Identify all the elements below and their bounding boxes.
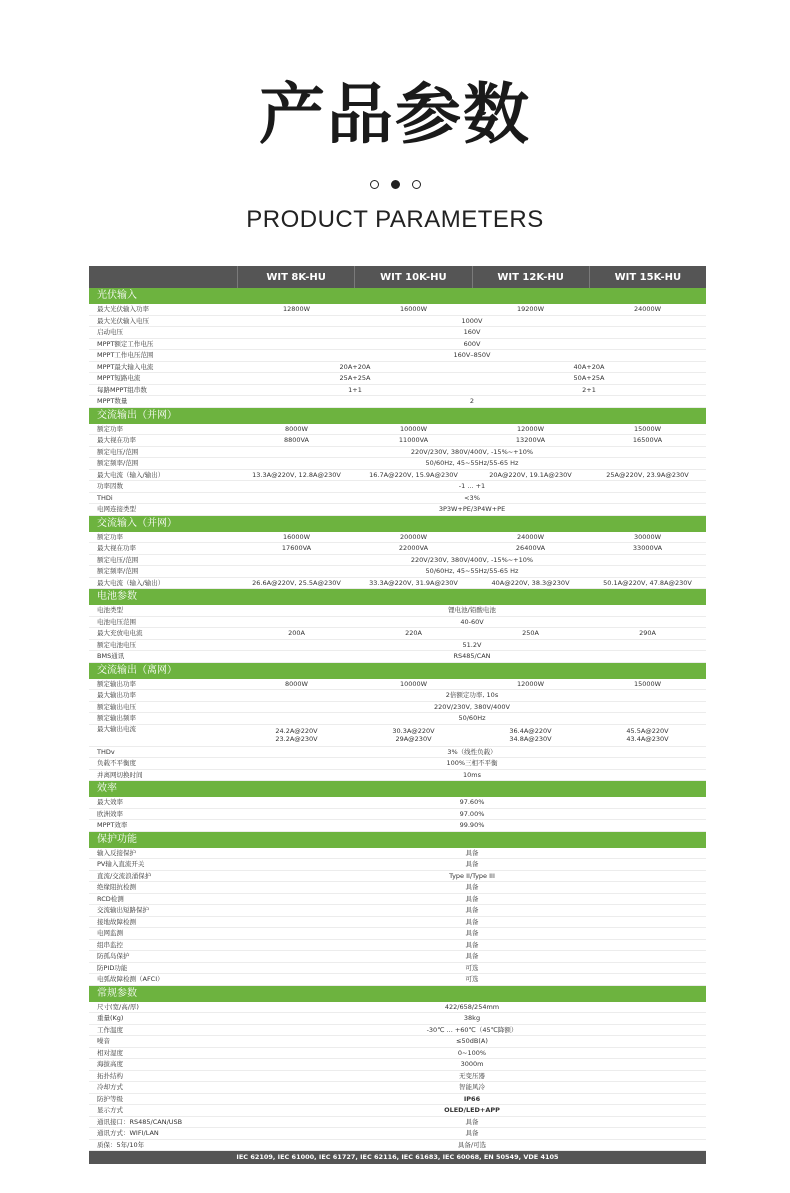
spec-row [89, 871, 706, 883]
spec-row [89, 747, 706, 759]
spec-value: 具备 [465, 906, 479, 914]
spec-row [89, 1002, 706, 1014]
spec-row [89, 713, 706, 725]
spec-value: 33000VA [632, 544, 663, 552]
spec-label: MPPT额定工作电压 [97, 339, 154, 348]
spec-value: 具备 [465, 860, 479, 868]
spec-label: 拓扑结构 [97, 1071, 123, 1080]
spec-value: 具备 [465, 940, 479, 949]
spec-value: 可选 [465, 963, 479, 972]
spec-label: 最大视在功率 [97, 544, 136, 552]
spec-value: 50/60Hz [458, 714, 486, 722]
spec-value: 50/60Hz, 45~55Hz/55-65 Hz [425, 567, 519, 575]
spec-row [89, 385, 706, 397]
spec-label: 防PID功能 [97, 963, 128, 972]
spec-label: 电弧故障检测（AFCI） [97, 975, 164, 983]
spec-value: 40A@220V, 38.3@230V [491, 578, 570, 587]
spec-row [89, 1128, 706, 1140]
spec-value-line: 29A@230V [395, 735, 432, 743]
spec-label: 功率因数 [97, 482, 123, 490]
spec-row [89, 651, 706, 663]
spec-row [89, 859, 706, 871]
spec-row [89, 820, 706, 832]
spec-row [89, 339, 706, 351]
section-header: 光伏输入 [89, 288, 706, 304]
spec-label: RCD检测 [97, 894, 124, 903]
spec-row [89, 578, 706, 590]
section-header: 常规参数 [89, 986, 706, 1002]
spec-label: 额定频率/范围 [97, 459, 139, 467]
spec-value: 26400VA [515, 544, 546, 552]
spec-value: 具备 [465, 1117, 479, 1126]
spec-row [89, 894, 706, 906]
spec-row [89, 690, 706, 702]
spec-value: ≤50dB(A) [456, 1037, 488, 1045]
spec-value: 600V [463, 339, 481, 348]
spec-label: MPPT效率 [97, 821, 128, 829]
spec-row [89, 809, 706, 821]
spec-row [89, 758, 706, 770]
spec-row [89, 882, 706, 894]
spec-value: 220V/230V, 380V/400V, -15%~+10% [410, 555, 534, 564]
spec-label: 额定功率 [97, 532, 123, 541]
spec-value: 3000m [460, 1060, 484, 1068]
spec-value: 19200W [516, 305, 545, 313]
spec-row [89, 1013, 706, 1025]
dot-active-icon [391, 180, 400, 189]
spec-row [89, 1117, 706, 1129]
spec-label: 冷却方式 [97, 1083, 123, 1091]
spec-label: 额定电压/范围 [97, 555, 139, 564]
spec-value: 10ms [463, 770, 481, 779]
section-header: 电池参数 [89, 589, 706, 605]
spec-label: 电网连接类型 [97, 505, 136, 513]
spec-value: 具备 [465, 894, 479, 903]
spec-value: 15000W [633, 424, 662, 433]
spec-row [89, 848, 706, 860]
spec-label: 接地故障检测 [97, 917, 136, 926]
spec-row [89, 481, 706, 493]
spec-row [89, 504, 706, 516]
dot-icon [412, 180, 421, 189]
spec-label: 额定功率 [97, 424, 123, 433]
spec-label: 额定频率/范围 [97, 567, 139, 575]
spec-value-line: 36.4A@220V [509, 727, 552, 735]
spec-label: 噪音 [97, 1037, 110, 1045]
spec-label: 额定输出电压 [97, 702, 136, 711]
spec-label: 交流输出短路保护 [97, 906, 149, 914]
spec-value: 16000W [282, 532, 311, 541]
spec-value: 97.00% [459, 809, 485, 818]
spec-value: 97.60% [459, 798, 485, 806]
spec-value [472, 725, 589, 746]
spec-row [89, 543, 706, 555]
spec-label: MPPT最大输入电流 [97, 362, 154, 371]
spec-value: 12000W [516, 424, 545, 433]
section-header: 交流输出（离网） [89, 663, 706, 679]
spec-label: 额定输出功率 [97, 679, 136, 688]
spec-value: 100%三相不平衡 [446, 759, 498, 767]
spec-value: 15000W [633, 679, 662, 688]
spec-value: 40-60V [460, 617, 484, 626]
spec-value [355, 725, 472, 746]
spec-row [89, 435, 706, 447]
spec-value: 26.6A@220V, 25.5A@230V [252, 578, 341, 587]
spec-label: 最大效率 [97, 798, 123, 806]
spec-value: 22000VA [398, 544, 429, 552]
spec-value: -1 ... +1 [458, 482, 486, 490]
spec-row [89, 679, 706, 691]
spec-label: PV输入直流开关 [97, 860, 145, 868]
spec-label: 额定输出频率 [97, 714, 136, 722]
spec-row [89, 1094, 706, 1106]
spec-value: 16500VA [632, 436, 663, 444]
spec-label: MPPT数量 [97, 397, 128, 405]
spec-value: 具备 [465, 1129, 479, 1137]
dot-icon [370, 180, 379, 189]
spec-row [89, 566, 706, 578]
spec-label: 直流/交流浪涌保护 [97, 871, 152, 880]
spec-value: 422/658/254mm [444, 1002, 500, 1011]
spec-value: 1+1 [348, 385, 362, 394]
spec-label: 最大光伏输入电压 [97, 316, 149, 325]
spec-value: RS485/CAN [453, 652, 491, 660]
pagination-dots [0, 174, 790, 190]
spec-label: 电网监测 [97, 929, 123, 937]
spec-row [89, 1105, 706, 1117]
spec-row [89, 327, 706, 339]
spec-value: 16000W [399, 305, 428, 313]
spec-value-line: 45.5A@220V [626, 727, 669, 735]
spec-row [89, 725, 706, 747]
spec-row [89, 770, 706, 782]
spec-label: 防孤岛保护 [97, 952, 130, 960]
spec-label: 工作温度 [97, 1025, 123, 1034]
spec-sections [89, 288, 706, 1151]
spec-value: 17600VA [281, 544, 312, 552]
spec-row [89, 928, 706, 940]
spec-value: Type II/Type III [449, 871, 495, 880]
spec-value: 锂电池/铅酸电池 [448, 606, 496, 614]
spec-value: 24000W [516, 532, 545, 541]
header-blank [89, 266, 237, 288]
spec-row [89, 905, 706, 917]
spec-value: 50.1A@220V, 47.8A@230V [603, 578, 692, 587]
model-header-row [89, 266, 706, 288]
spec-row [89, 362, 706, 374]
spec-value: 具备 [465, 848, 479, 857]
spec-label: THDv [97, 747, 115, 756]
spec-row [89, 951, 706, 963]
spec-value: 160V–850V [453, 351, 491, 359]
spec-value: 38kg [463, 1014, 481, 1022]
spec-row [89, 963, 706, 975]
spec-row [89, 1048, 706, 1060]
spec-row [89, 424, 706, 436]
spec-value: 1000V [461, 316, 483, 325]
spec-row [89, 396, 706, 408]
model-name: WIT 12K-HU [472, 266, 589, 288]
spec-label: 每路MPPT组串数 [97, 385, 147, 394]
spec-value: 220A [405, 629, 422, 637]
spec-value: 20000W [399, 532, 428, 541]
spec-label: 组串监控 [97, 940, 123, 949]
spec-label: 电池类型 [97, 606, 123, 614]
spec-label: 通讯接口：RS485/CAN/USB [97, 1117, 183, 1126]
spec-value: 250A [522, 629, 539, 637]
spec-value: 2 [469, 397, 475, 405]
spec-label: 显示方式 [97, 1106, 123, 1114]
spec-value: 13.3A@220V, 12.8A@230V [252, 470, 341, 479]
spec-value: 40A+20A [573, 362, 605, 371]
spec-value: 20A+20A [339, 362, 371, 371]
spec-row [89, 316, 706, 328]
spec-row [89, 1082, 706, 1094]
spec-row [89, 493, 706, 505]
model-name: WIT 10K-HU [354, 266, 471, 288]
page-subtitle: PRODUCT PARAMETERS [246, 206, 544, 233]
spec-row [89, 470, 706, 482]
spec-value: 可选 [465, 975, 479, 983]
spec-label: 最大视在功率 [97, 436, 136, 444]
spec-label: 质保：5年/10年 [97, 1140, 145, 1149]
spec-label: 最大充放电电流 [97, 629, 143, 637]
spec-row [89, 1025, 706, 1037]
spec-value: 33.3A@220V, 31.9A@230V [369, 578, 458, 587]
spec-value: 8800VA [283, 436, 310, 444]
spec-row [89, 532, 706, 544]
spec-value: 10000W [399, 424, 428, 433]
spec-value: 8000W [285, 424, 308, 433]
spec-value: 51.2V [462, 640, 482, 649]
spec-value: 11000VA [398, 436, 429, 444]
spec-label: MPPT工作电压范围 [97, 351, 154, 359]
spec-value: 12000W [516, 679, 545, 688]
spec-value: 10000W [399, 679, 428, 688]
spec-label: 电池电压范围 [97, 617, 136, 626]
spec-value: 25A+25A [339, 374, 371, 382]
spec-value-line: 43.4A@230V [626, 735, 669, 743]
spec-value: <3% [464, 493, 480, 502]
spec-label: 最大电流（输入/输出） [97, 578, 165, 587]
section-header: 交流输出（并网） [89, 408, 706, 424]
spec-value-line: 34.8A@230V [509, 735, 552, 743]
spec-value: IP66 [463, 1094, 481, 1103]
spec-label: 负载不平衡度 [97, 759, 136, 767]
spec-row [89, 1059, 706, 1071]
section-header: 交流输入（并网） [89, 516, 706, 532]
spec-label: 启动电压 [97, 328, 123, 336]
spec-label: 绝缘阻抗检测 [97, 883, 136, 891]
spec-label: 并离网切换时间 [97, 770, 143, 779]
spec-row [89, 628, 706, 640]
spec-row [89, 702, 706, 714]
spec-label: 额定电压/范围 [97, 447, 139, 456]
spec-value: 2倍额定功率, 10s [445, 691, 499, 699]
spec-value: 12800W [282, 305, 311, 313]
spec-label: 最大电流（输入/输出） [97, 470, 165, 479]
spec-row [89, 640, 706, 652]
spec-value: 3P3W+PE/3P4W+PE [438, 505, 506, 513]
spec-value: 具备 [465, 952, 479, 960]
page-title: 产品参数 [259, 76, 531, 153]
spec-row [89, 1140, 706, 1152]
spec-value: 8000W [285, 679, 308, 688]
spec-label: 额定电池电压 [97, 640, 136, 649]
spec-row [89, 974, 706, 986]
model-name: WIT 8K-HU [237, 266, 354, 288]
spec-row [89, 797, 706, 809]
spec-value: 220V/230V, 380V/400V [434, 702, 510, 711]
spec-value [238, 725, 355, 746]
section-header: 保护功能 [89, 832, 706, 848]
spec-row [89, 917, 706, 929]
spec-value: 50/60Hz, 45~55Hz/55-65 Hz [425, 459, 519, 467]
spec-label: THDi [97, 493, 113, 502]
spec-value: 0~100% [457, 1048, 487, 1057]
spec-row [89, 1071, 706, 1083]
spec-row [89, 605, 706, 617]
spec-label: 相对湿度 [97, 1048, 123, 1057]
spec-value: 具备 [465, 929, 479, 937]
spec-label: 防护等级 [97, 1094, 123, 1103]
spec-value: 具备 [465, 883, 479, 891]
spec-row [89, 304, 706, 316]
spec-label: 最大输出功率 [97, 691, 136, 699]
spec-label: 重量(Kg) [97, 1014, 124, 1022]
spec-value: 智能风冷 [459, 1083, 485, 1091]
spec-value [589, 725, 706, 746]
spec-value: 3%（线性负载） [447, 747, 497, 756]
spec-row [89, 555, 706, 567]
spec-value-line: 30.3A@220V [392, 727, 435, 735]
spec-value-line: 24.2A@220V [275, 727, 318, 735]
certification-footer: IEC 62109, IEC 61000, IEC 61727, IEC 62116, IEC 61683, IEC 60068, EN 50549, VDE 4105 [89, 1151, 706, 1164]
spec-value: 具备/可选 [457, 1140, 487, 1149]
spec-value: -30℃ ... +60℃（45℃降额） [426, 1025, 518, 1034]
spec-label: 欧洲效率 [97, 809, 123, 818]
spec-table [89, 266, 706, 1164]
spec-value-line: 23.2A@230V [275, 735, 318, 743]
section-header: 效率 [89, 781, 706, 797]
spec-value: 30000W [633, 532, 662, 541]
spec-value: 24000W [633, 305, 662, 313]
spec-value: 2+1 [582, 385, 596, 394]
spec-label: 输入反接保护 [97, 848, 136, 857]
spec-value: 50A+25A [573, 374, 605, 382]
spec-value: 无变压器 [459, 1071, 485, 1080]
spec-label: 最大光伏输入功率 [97, 305, 149, 313]
spec-row [89, 617, 706, 629]
model-name: WIT 15K-HU [589, 266, 706, 288]
spec-label: 通讯方式：WIFI/LAN [97, 1129, 159, 1137]
spec-value: 13200VA [515, 436, 546, 444]
spec-value: 20A@220V, 19.1A@230V [489, 470, 572, 479]
spec-row [89, 350, 706, 362]
spec-value: 290A [639, 629, 656, 637]
spec-value: 99.90% [459, 821, 485, 829]
spec-label: 海拔高度 [97, 1060, 123, 1068]
spec-label: 最大输出电流 [97, 724, 136, 733]
spec-value: 具备 [465, 917, 479, 926]
spec-value: 220V/230V, 380V/400V, -15%~+10% [410, 447, 534, 456]
spec-label: MPPT短路电流 [97, 374, 141, 382]
spec-value: 25A@220V, 23.9A@230V [606, 470, 689, 479]
spec-label: BMS通讯 [97, 652, 125, 660]
spec-value: 200A [288, 629, 305, 637]
spec-row [89, 1036, 706, 1048]
spec-value: 160V [463, 328, 481, 336]
spec-row [89, 458, 706, 470]
spec-value: 16.7A@220V, 15.9A@230V [369, 470, 458, 479]
spec-row [89, 373, 706, 385]
spec-label: 尺寸(宽/高/厚) [97, 1002, 139, 1011]
spec-row [89, 940, 706, 952]
spec-value: OLED/LED+APP [444, 1106, 500, 1114]
spec-row [89, 447, 706, 459]
